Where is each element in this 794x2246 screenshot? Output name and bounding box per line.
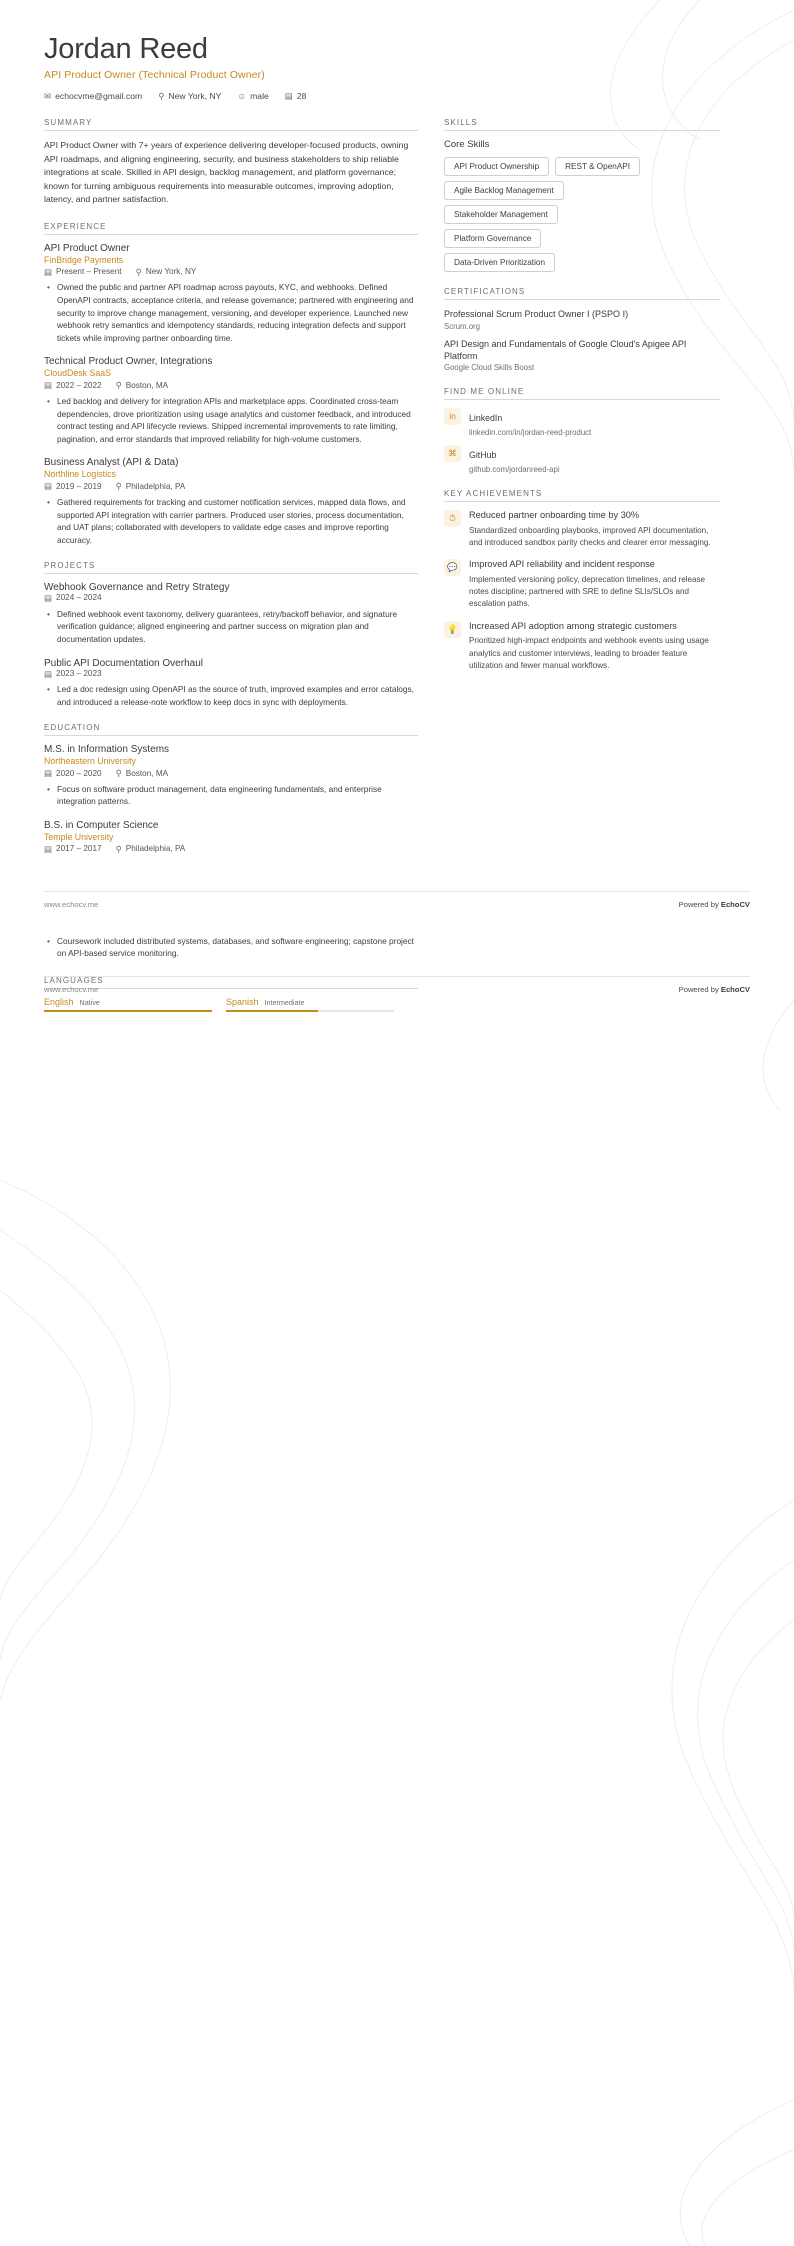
entry-bullets xyxy=(44,608,418,646)
achievement-title: Reduced partner onboarding time by 30% xyxy=(469,509,640,520)
entry-location xyxy=(116,845,186,854)
certification-item xyxy=(444,338,720,372)
contact-location-value: New York, NY xyxy=(168,90,222,101)
github-icon: ⌘ xyxy=(444,445,461,462)
stopwatch-icon: ⏱ xyxy=(444,510,461,527)
candidate-name: Jordan Reed xyxy=(44,33,208,65)
skill-chip: Platform Governance xyxy=(444,229,541,248)
location-pin-icon: ⚲ xyxy=(115,481,122,492)
entry-location xyxy=(136,268,197,277)
entry-school: Temple University xyxy=(44,832,114,843)
skills-title: SKILLS xyxy=(444,118,720,131)
linkedin-icon: in xyxy=(444,408,461,425)
envelope-icon: ✉ xyxy=(44,90,52,101)
achievement-text xyxy=(469,559,720,610)
entry-bullets xyxy=(44,683,418,708)
language-name: English xyxy=(44,996,74,1007)
calendar-icon: ▤ xyxy=(44,768,53,779)
education-section xyxy=(44,723,418,853)
calendar-icon: ▤ xyxy=(44,668,53,679)
achievement-title: Improved API reliability and incident response xyxy=(469,559,655,570)
entry-location-value: Philadelphia, PA xyxy=(125,481,186,491)
entry-location xyxy=(116,769,169,778)
entry-role: Webhook Governance and Retry Strategy xyxy=(44,582,230,594)
entry-degree: B.S. in Computer Science xyxy=(44,820,159,832)
experience-entry xyxy=(44,457,418,546)
achievement-description: Prioritized high-impact endpoints and webhook events using usage analytics and customer interviews, leading to broader feature utilization and fewer manual workflows. xyxy=(469,636,709,670)
achievement-item xyxy=(444,510,720,549)
online-profile-text xyxy=(469,445,560,474)
skills-group-label: Core Skills xyxy=(444,139,490,151)
bullet: • Led backlog and delivery for integration APIs and marketplace apps. Coordinated cross-team dependencies, drove prioritization using usage analytics and customer feedback, and introduced contract testing and API lifecycle reviews. Shipped incremental improvements to rate limiting, pagination, and error standards that improved reliability for high-volume customers. xyxy=(55,395,418,445)
entry-role: Technical Product Owner, Integrations xyxy=(44,356,213,368)
bullet: • Gathered requirements for tracking and customer notification services, mapped data flows, and supported API integration with carrier partners. Produced user stories, process documentation, and UAT plans; collaborated with developers to validate edge cases and improve reporting accuracy. xyxy=(55,496,418,546)
footer-brand xyxy=(679,900,750,909)
entry-bullets xyxy=(44,935,418,960)
contact-age xyxy=(285,92,307,101)
summary-section xyxy=(44,118,418,206)
entry-location-value: Boston, MA xyxy=(125,768,169,778)
education-spill-block xyxy=(44,935,418,960)
footer-site: www.echocv.me xyxy=(44,899,99,909)
education-entry xyxy=(44,744,418,808)
projects-title: PROJECTS xyxy=(44,561,418,574)
right-column xyxy=(444,118,720,686)
experience-title: EXPERIENCE xyxy=(44,222,418,235)
location-pin-icon: ⚲ xyxy=(115,768,122,779)
footer-brand-prefix: Powered by xyxy=(678,899,721,909)
page-2-content xyxy=(0,909,794,1012)
entry-dates xyxy=(44,769,102,778)
footer-brand xyxy=(679,985,750,994)
footer-brand-name: EchoCV xyxy=(720,984,750,994)
languages-title: LANGUAGES xyxy=(44,976,418,989)
lightbulb-icon: 💡 xyxy=(444,621,461,638)
entry-dates-value: 2019 – 2019 xyxy=(56,481,102,491)
candidate-headline: API Product Owner (Technical Product Owner) xyxy=(44,68,265,81)
find-me-online-title: FIND ME ONLINE xyxy=(444,387,720,400)
entry-location-value: Philadelphia, PA xyxy=(125,844,186,854)
entry-location xyxy=(116,381,169,390)
entry-bullets xyxy=(44,783,418,808)
entry-dates-value: Present – Present xyxy=(56,267,122,277)
languages-list xyxy=(44,997,418,1012)
entry-role: Business Analyst (API & Data) xyxy=(44,457,179,469)
location-pin-icon: ⚲ xyxy=(115,844,122,855)
achievement-title: Increased API adoption among strategic customers xyxy=(469,620,677,631)
skill-chip: Agile Backlog Management xyxy=(444,181,564,200)
achievement-text xyxy=(469,510,720,549)
calendar-icon: ▤ xyxy=(284,90,293,101)
location-pin-icon: ⚲ xyxy=(135,266,142,277)
location-pin-icon: ⚲ xyxy=(158,90,165,101)
entry-location xyxy=(116,482,186,491)
calendar-icon: ▤ xyxy=(44,266,53,277)
education-entry xyxy=(44,820,418,854)
entry-meta xyxy=(44,381,418,390)
skills-section xyxy=(444,118,720,272)
calendar-icon: ▤ xyxy=(44,481,53,492)
person-icon: ☺ xyxy=(237,90,247,101)
language-level: Intermediate xyxy=(264,997,305,1007)
entry-degree: M.S. in Information Systems xyxy=(44,744,170,756)
summary-text: API Product Owner with 7+ years of experience delivering developer-focused products, owning API roadmaps, and aligning engineering, security, and business stakeholders to ship reliable integrations at scale. Skilled in API design, backlog management, and platform governance; known for turning ambiguous requirements into measurable outcomes, improving adoption, latency, and partner satisfaction. xyxy=(44,140,409,205)
left-column xyxy=(44,118,418,868)
calendar-icon: ▤ xyxy=(44,844,53,855)
footer-site: www.echocv.me xyxy=(44,984,99,994)
entry-dates-value: 2023 – 2023 xyxy=(56,668,102,678)
contact-row xyxy=(44,92,750,101)
language-header xyxy=(226,997,394,1007)
project-entry xyxy=(44,658,418,709)
entry-location-value: Boston, MA xyxy=(125,380,169,390)
bullet: • Focus on software product management, data engineering fundamentals, and enterprise integration patterns. xyxy=(55,783,418,808)
contact-gender xyxy=(237,92,268,101)
entry-bullets xyxy=(44,395,418,445)
resume-content xyxy=(0,0,794,869)
language-proficiency-bar xyxy=(44,1010,212,1012)
online-profile-github[interactable] xyxy=(444,445,720,474)
entry-location-value: New York, NY xyxy=(145,267,197,277)
entry-role: API Product Owner xyxy=(44,242,130,254)
entry-dates xyxy=(44,482,102,491)
skill-chip-list xyxy=(444,157,720,272)
location-pin-icon: ⚲ xyxy=(115,380,122,391)
contact-age-value: 28 xyxy=(296,90,307,101)
page-footer-2 xyxy=(44,976,750,994)
contact-email-value: echocvme@gmail.com xyxy=(55,90,143,101)
certifications-section xyxy=(444,287,720,371)
entry-meta xyxy=(44,670,418,679)
entry-dates xyxy=(44,381,102,390)
summary-title: SUMMARY xyxy=(44,118,418,131)
project-entry xyxy=(44,582,418,645)
entry-bullets xyxy=(44,496,418,546)
entry-meta xyxy=(44,594,418,603)
entry-org: CloudDesk SaaS xyxy=(44,368,111,379)
skill-chip-row xyxy=(444,181,564,200)
online-profile-linkedin[interactable] xyxy=(444,408,720,437)
entry-dates xyxy=(44,845,102,854)
skill-chip: Stakeholder Management xyxy=(444,205,558,224)
certification-name: API Design and Fundamentals of Google Cloud's Apigee API Platform xyxy=(444,338,687,361)
contact-email xyxy=(44,92,142,101)
language-proficiency-bar xyxy=(226,1010,394,1012)
entry-dates-value: 2020 – 2020 xyxy=(56,768,102,778)
entry-dates-value: 2017 – 2017 xyxy=(56,844,102,854)
entry-dates-value: 2022 – 2022 xyxy=(56,380,102,390)
skill-chip-row xyxy=(444,229,541,248)
certification-name: Professional Scrum Product Owner I (PSPO I) xyxy=(444,309,629,320)
entry-meta xyxy=(44,845,418,854)
entry-dates xyxy=(44,268,122,277)
certification-issuer: Google Cloud Skills Boost xyxy=(444,362,535,372)
skill-chip: API Product Ownership xyxy=(444,157,549,176)
projects-section xyxy=(44,561,418,708)
entry-meta xyxy=(44,268,418,277)
skill-chip-row xyxy=(444,205,558,224)
footer-brand-name: EchoCV xyxy=(720,899,750,909)
language-name: Spanish xyxy=(226,996,259,1007)
entry-meta xyxy=(44,482,418,491)
entry-school: Northeastern University xyxy=(44,756,136,767)
certification-issuer: Scrum.org xyxy=(444,321,480,331)
language-item xyxy=(226,997,394,1012)
experience-entry xyxy=(44,356,418,445)
entry-dates xyxy=(44,594,102,603)
entry-dates xyxy=(44,670,102,679)
contact-location xyxy=(158,92,221,101)
bullet: • Defined webhook event taxonomy, delivery guarantees, retry/backoff behavior, and signature verification guidance; aligned engineering and partner success on migration plan and documentation updates. xyxy=(55,608,418,646)
online-url: github.com/jordanreed-api xyxy=(469,464,560,474)
online-url: linkedin.com/in/jordan-reed-product xyxy=(469,427,592,437)
footer-brand-prefix: Powered by xyxy=(678,984,721,994)
key-achievements-title: KEY ACHIEVEMENTS xyxy=(444,489,720,502)
experience-section xyxy=(44,222,418,546)
contact-gender-value: male xyxy=(250,90,269,101)
certification-item xyxy=(444,308,720,330)
calendar-icon: ▤ xyxy=(44,380,53,391)
language-header xyxy=(44,997,212,1007)
find-me-online-section xyxy=(444,387,720,474)
education-title: EDUCATION xyxy=(44,723,418,736)
entry-meta xyxy=(44,769,418,778)
bullet: • Owned the public and partner API roadmap across payouts, KYC, and webhooks. Defined OpenAPI contracts, acceptance criteria, and release governance; partnered with engineering and security to improve change management, versioning, and developer experience. Launched new webhook retry semantics and idempotency standards, reducing integration defects and support tickets while improving partner onboarding time. xyxy=(55,281,418,344)
achievement-item xyxy=(444,559,720,610)
achievement-description: Implemented versioning policy, deprecation timelines, and release notes discipline; partnered with SRE to define SLIs/SLOs and escalation paths. xyxy=(469,575,706,609)
skill-chip: REST & OpenAPI xyxy=(555,157,640,176)
certifications-title: CERTIFICATIONS xyxy=(444,287,720,300)
entry-org: FinBridge Payments xyxy=(44,254,124,265)
entry-bullets xyxy=(44,281,418,344)
page-footer-1 xyxy=(44,891,750,909)
entry-dates-value: 2024 – 2024 xyxy=(56,593,102,603)
calendar-icon: ▤ xyxy=(44,593,53,604)
online-label: GitHub xyxy=(469,449,497,460)
online-label: LinkedIn xyxy=(469,412,503,423)
bullet: • Coursework included distributed systems, databases, and software engineering; capstone project on API-based service monitoring. xyxy=(55,935,418,960)
language-level: Native xyxy=(79,997,100,1007)
language-item xyxy=(44,997,212,1012)
online-profile-text xyxy=(469,408,591,437)
entry-org: Northline Logistics xyxy=(44,469,116,480)
skill-chip-row xyxy=(444,157,640,176)
skill-chip: Data-Driven Prioritization xyxy=(444,253,555,272)
skill-chip-row xyxy=(444,253,555,272)
achievement-text xyxy=(469,621,720,672)
achievement-description: Standardized onboarding playbooks, improved API documentation, and introduced sandbox parity checks and clearer error messaging. xyxy=(469,525,711,547)
achievement-item xyxy=(444,621,720,672)
entry-role: Public API Documentation Overhaul xyxy=(44,657,203,669)
bullet: • Led a doc redesign using OpenAPI as the source of truth, improved examples and error catalogs, and introduced a release-note workflow to keep docs in sync with deployments. xyxy=(55,683,418,708)
chat-icon: 💬 xyxy=(444,559,461,576)
experience-entry xyxy=(44,243,418,345)
key-achievements-section xyxy=(444,489,720,672)
